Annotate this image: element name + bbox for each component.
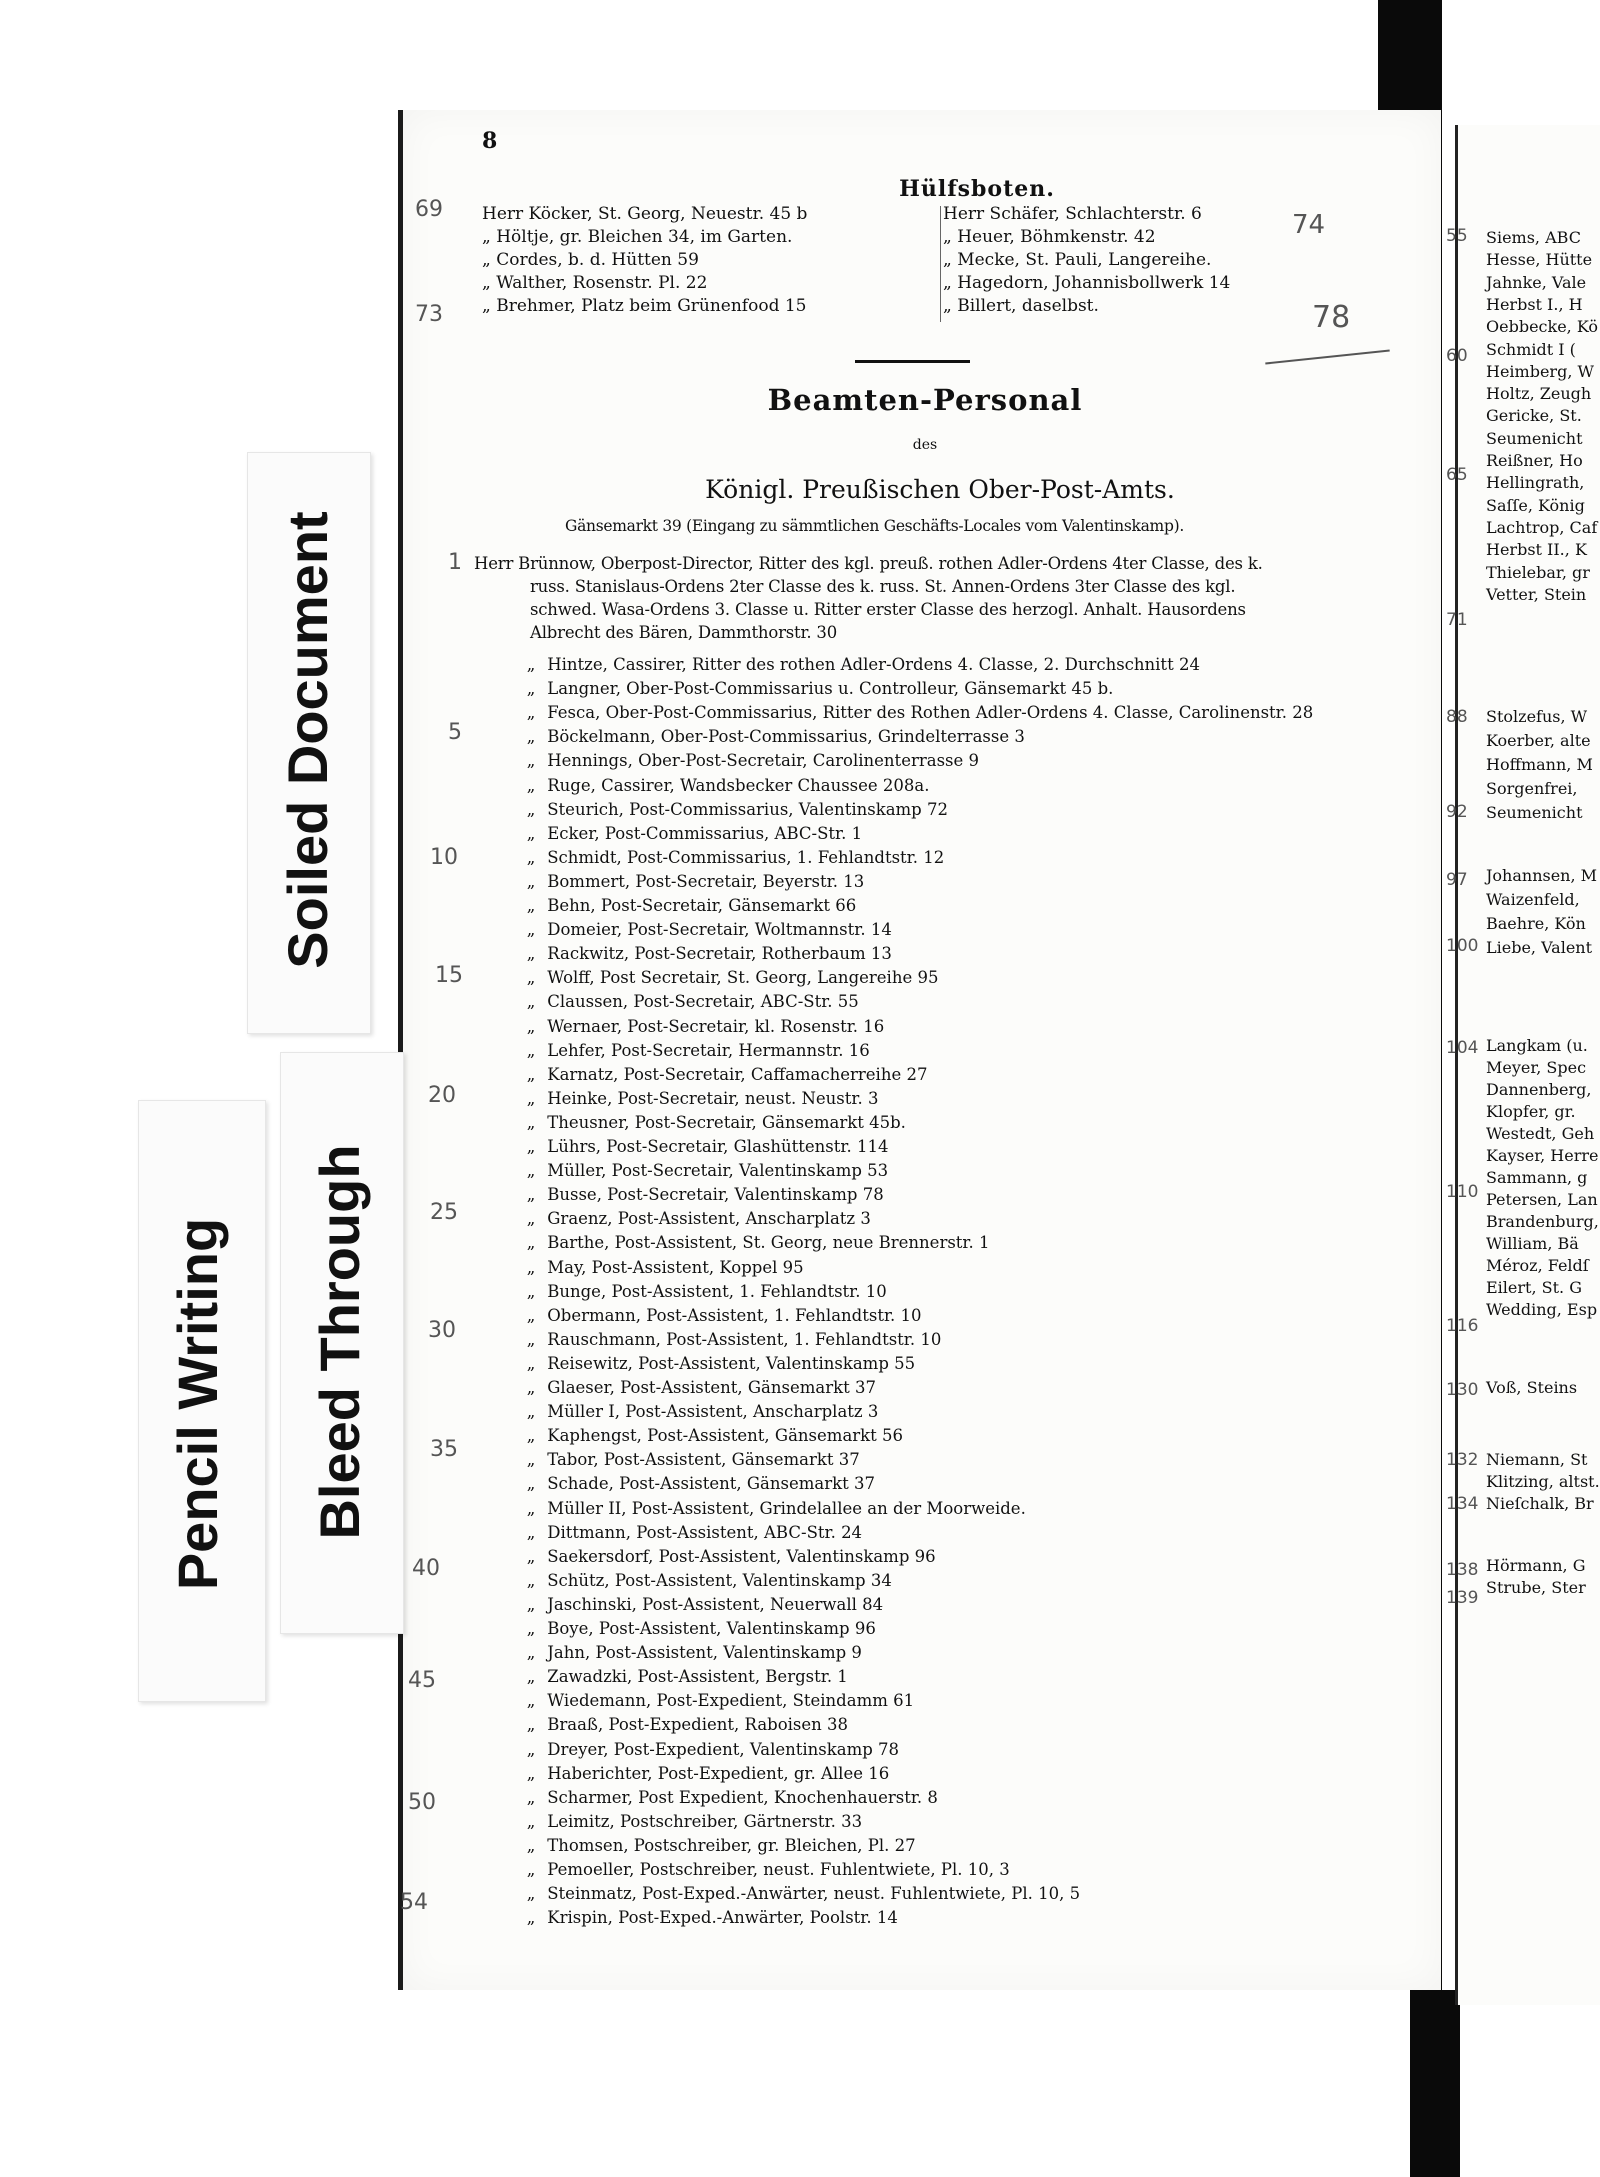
staff-entry — [520, 1739, 899, 1761]
right-page-line: Wedding, Esp — [1486, 1300, 1598, 1319]
staff-entry-text: Graenz, Post-Assistent, Anscharplatz 3 — [542, 1209, 871, 1229]
staff-entry-text: Fesca, Ober-Post-Commissarius, Ritter des Rothen Adler-Ordens 4. Classe, Carolinenstr. 28 — [542, 703, 1314, 723]
staff-entry-text: Theusner, Post-Secretair, Gänsemarkt 45b. — [542, 1112, 906, 1132]
right-page-line: Baehre, Kön — [1486, 914, 1586, 933]
right-page-line: Oebbecke, Kö — [1486, 317, 1598, 337]
right-page-line: Niemann, St — [1486, 1450, 1588, 1469]
ditto-mark: „ — [526, 944, 536, 964]
director-line: Herr Brünnow, Oberpost-Director, Ritter des kgl. preuß. rothen Adler-Ordens 4ter Classe, des k. — [474, 554, 1263, 573]
staff-entry — [520, 1281, 887, 1303]
right-page-line: Seumenicht — [1486, 803, 1583, 822]
staff-entry-text: Obermann, Post-Assistent, 1. Fehlandtstr. 10 — [542, 1305, 922, 1325]
helper-right-item: „ Heuer, Böhmkenstr. 42 — [943, 227, 1156, 247]
right-page-line: Koerber, alte — [1486, 731, 1591, 750]
ditto-mark: „ — [526, 1908, 536, 1928]
staff-entry — [520, 1907, 898, 1929]
ditto-mark: „ — [526, 1040, 536, 1060]
staff-entry — [520, 1618, 876, 1640]
staff-entry-text: Jahn, Post-Assistent, Valentinskamp 9 — [542, 1643, 862, 1663]
staff-entry-text: Haberichter, Post-Expedient, gr. Allee 16 — [542, 1763, 890, 1783]
staff-entry-text: Wolff, Post Secretair, St. Georg, Langereihe 95 — [542, 968, 939, 988]
staff-entry — [520, 1329, 941, 1351]
staff-entry — [520, 702, 1313, 724]
ditto-mark: „ — [526, 1619, 536, 1638]
staff-entry-text: Busse, Post-Secretair, Valentinskamp 78 — [542, 1185, 884, 1205]
staff-entry — [520, 967, 938, 989]
staff-entry-text: Behn, Post-Secretair, Gänsemarkt 66 — [542, 896, 857, 915]
ditto-mark: „ — [526, 1016, 536, 1036]
heading-address: Gänsemarkt 39 (Eingang zu sämmtlichen Geschäfts-Locales vom Valentinskamp). — [565, 517, 1184, 535]
helper-right-item: „ Mecke, St. Pauli, Langereihe. — [943, 250, 1212, 270]
heading-des: des — [912, 437, 938, 453]
pencil-number: 55 — [1446, 226, 1468, 246]
right-page-line: Stolzefus, W — [1486, 707, 1588, 726]
staff-entry — [520, 943, 892, 965]
staff-entry-text: Braaß, Post-Expedient, Raboisen 38 — [542, 1715, 849, 1735]
right-page-line: Schmidt I ( — [1486, 339, 1576, 359]
staff-entry — [520, 1257, 804, 1279]
staff-entry — [520, 1112, 906, 1134]
director-line: russ. Stanislaus-Ordens 2ter Classe des k. russ. St. Annen-Ordens 3ter Classe des kgl. — [530, 577, 1236, 596]
ditto-mark: „ — [526, 1185, 536, 1205]
staff-entry-text: Pemoeller, Postschreiber, neust. Fuhlentwiete, Pl. 10, 3 — [542, 1860, 1010, 1879]
right-page-line: Hellingrath, — [1486, 473, 1585, 493]
right-page-line: Liebe, Valent — [1486, 938, 1593, 957]
staff-entry — [520, 1305, 922, 1327]
ditto-mark: „ — [526, 1739, 536, 1759]
staff-entry-text: Müller I, Post-Assistent, Anscharplatz 3 — [542, 1402, 879, 1422]
staff-entry-text: Kaphengst, Post-Assistent, Gänsemarkt 56 — [542, 1426, 904, 1446]
staff-entry-text: Krispin, Post-Exped.-Anwärter, Poolstr. 14 — [542, 1908, 898, 1928]
ditto-mark: „ — [526, 1281, 536, 1301]
staff-entry-text: Karnatz, Post-Secretair, Caffamacherreihe 27 — [542, 1064, 928, 1084]
staff-entry-text: Domeier, Post-Secretair, Woltmannstr. 14 — [542, 920, 892, 940]
right-page-line: Herbst II., K — [1486, 540, 1587, 560]
ditto-mark: „ — [526, 1667, 536, 1687]
pencil-number: 92 — [1446, 802, 1468, 822]
right-page-line: Nieſchalk, Br — [1486, 1494, 1594, 1513]
staff-entry-text: Böckelmann, Ober-Post-Commissarius, Grindelterrasse 3 — [542, 727, 1025, 747]
ditto-mark: „ — [526, 1088, 536, 1108]
pencil-number: 60 — [1446, 346, 1468, 366]
ditto-mark: „ — [526, 1329, 536, 1349]
ditto-mark: „ — [526, 1643, 536, 1663]
staff-entry — [520, 1835, 916, 1857]
staff-entry — [520, 1498, 1026, 1520]
section-divider — [855, 360, 970, 363]
staff-entry — [520, 750, 979, 772]
ditto-mark: „ — [526, 871, 536, 891]
ditto-mark: „ — [526, 1498, 536, 1518]
staff-entry — [520, 1449, 860, 1471]
pencil-number: 130 — [1446, 1380, 1479, 1400]
staff-entry — [520, 1016, 884, 1038]
pencil-number: 88 — [1446, 707, 1468, 727]
pencil-number: 104 — [1446, 1038, 1479, 1058]
staff-entry — [520, 1570, 892, 1592]
pencil-number: 134 — [1446, 1494, 1479, 1514]
ditto-mark: „ — [526, 968, 536, 988]
ditto-mark: „ — [526, 1378, 536, 1397]
pencil-number: 45 — [408, 1668, 436, 1693]
soiled-document-label: Soiled Document — [276, 511, 339, 969]
pencil-number: 73 — [415, 302, 443, 327]
ditto-mark: „ — [526, 1233, 536, 1253]
staff-entry-text: Scharmer, Post Expedient, Knochenhauerstr. 8 — [542, 1787, 938, 1807]
staff-entry-text: Barthe, Post-Assistent, St. Georg, neue Brennerstr. 1 — [542, 1233, 990, 1253]
ditto-mark: „ — [526, 1570, 536, 1590]
right-page-line: Kayser, Herre — [1486, 1146, 1599, 1165]
staff-entry-text: May, Post-Assistent, Koppel 95 — [542, 1257, 804, 1277]
pencil-number: 10 — [430, 845, 458, 870]
staff-entry — [520, 654, 1200, 676]
pencil-number: 50 — [408, 1790, 436, 1815]
pencil-writing-label: Pencil Writing — [166, 1217, 229, 1591]
pencil-number: 74 — [1292, 210, 1326, 240]
ditto-mark: „ — [526, 1691, 536, 1711]
helper-right-item: „ Hagedorn, Johannisbollwerk 14 — [943, 273, 1231, 293]
ditto-mark: „ — [526, 896, 536, 915]
pencil-number: 20 — [428, 1083, 456, 1108]
pencil-number: 138 — [1446, 1560, 1479, 1580]
helper-left-item: „ Cordes, b. d. Hütten 59 — [482, 250, 699, 270]
right-page-line: Dannenberg, — [1486, 1080, 1592, 1099]
staff-entry-text: Müller, Post-Secretair, Valentinskamp 53 — [542, 1161, 889, 1181]
helper-right-item: Herr Schäfer, Schlachterstr. 6 — [943, 204, 1202, 224]
staff-entry-text: Glaeser, Post-Assistent, Gänsemarkt 37 — [542, 1378, 876, 1397]
staff-entry-text: Lehfer, Post-Secretair, Hermannstr. 16 — [542, 1040, 870, 1060]
staff-entry-text: Wiedemann, Post-Expedient, Steindamm 61 — [542, 1691, 915, 1711]
staff-entry — [520, 895, 856, 917]
staff-entry — [520, 1136, 888, 1158]
helper-left-item: „ Höltje, gr. Bleichen 34, im Garten. — [482, 227, 793, 247]
staff-entry-text: Rackwitz, Post-Secretair, Rotherbaum 13 — [542, 944, 892, 964]
heading-office: Königl. Preußischen Ober-Post-Amts. — [705, 475, 1175, 504]
pencil-number: 15 — [435, 963, 463, 988]
staff-entry — [520, 919, 892, 941]
staff-entry-text: Hennings, Ober-Post-Secretair, Carolinenterrasse 9 — [542, 751, 980, 771]
staff-entry — [520, 991, 859, 1013]
right-page-line: Jahnke, Vale — [1486, 272, 1587, 292]
ditto-mark: „ — [526, 1209, 536, 1229]
staff-entry-text: Schütz, Post-Assistent, Valentinskamp 34 — [542, 1570, 892, 1590]
right-page-line: Voß, Steins — [1486, 1378, 1578, 1397]
pencil-number: 40 — [412, 1556, 440, 1581]
ditto-mark: „ — [526, 775, 536, 795]
ditto-mark: „ — [526, 727, 536, 747]
helper-left-item: Herr Köcker, St. Georg, Neuestr. 45 b — [482, 204, 808, 224]
right-page-line: Seumenicht — [1486, 428, 1583, 448]
right-page-line: Holtz, Zeugh — [1486, 384, 1592, 404]
heading-main: Beamten-Personal — [767, 383, 1083, 417]
right-page-line: Sammann, g — [1486, 1168, 1588, 1187]
staff-entry — [520, 1787, 938, 1809]
staff-entry — [520, 1088, 878, 1110]
staff-entry — [520, 799, 948, 821]
staff-entry — [520, 1594, 883, 1616]
right-page-line: Hoffmann, M — [1486, 755, 1593, 774]
staff-entry-text: Hintze, Cassirer, Ritter des rothen Adler-Ordens 4. Classe, 2. Durchschnitt 24 — [542, 655, 1200, 674]
staff-entry-text: Ecker, Post-Commissarius, ABC-Str. 1 — [542, 823, 863, 843]
staff-entry-text: Lührs, Post-Secretair, Glashüttenstr. 114 — [542, 1137, 889, 1156]
staff-entry — [520, 1184, 884, 1206]
pencil-number: 139 — [1446, 1588, 1479, 1608]
staff-entry-text: Müller II, Post-Assistent, Grindelallee an der Moorweide. — [542, 1498, 1026, 1518]
staff-entry-text: Reisewitz, Post-Assistent, Valentinskamp 55 — [542, 1353, 916, 1373]
ditto-mark: „ — [526, 1257, 536, 1277]
staff-entry — [520, 1714, 848, 1736]
staff-entry-text: Jaschinski, Post-Assistent, Neuerwall 84 — [542, 1594, 884, 1614]
right-page-line: Vetter, Stein — [1486, 584, 1587, 604]
staff-entry — [520, 1690, 914, 1712]
pencil-number: 78 — [1312, 300, 1351, 335]
right-page-line: Herbst I., H — [1486, 294, 1583, 314]
staff-entry — [520, 1763, 889, 1785]
staff-entry-text: Bommert, Post-Secretair, Beyerstr. 13 — [542, 871, 865, 891]
staff-entry-text: Bunge, Post-Assistent, 1. Fehlandtstr. 10 — [542, 1281, 887, 1301]
staff-entry — [520, 1353, 915, 1375]
staff-entry — [520, 1425, 903, 1447]
section-title: Hülfsboten. — [899, 176, 1055, 202]
helper-right-item: „ Billert, daselbst. — [943, 296, 1099, 316]
staff-entry — [520, 871, 864, 893]
right-page-line: Saſſe, König — [1486, 495, 1585, 515]
staff-entry-text: Schmidt, Post-Commissarius, 1. Fehlandtstr. 12 — [542, 847, 945, 867]
right-page-line: Eilert, St. G — [1486, 1278, 1582, 1297]
staff-entry — [520, 775, 929, 797]
pencil-number: 69 — [415, 197, 443, 222]
right-page-line: Heimberg, W — [1486, 361, 1594, 381]
helper-left-item: „ Brehmer, Platz beim Grünenfood 15 — [482, 296, 807, 316]
staff-entry — [520, 1040, 870, 1062]
staff-entry-text: Dreyer, Post-Expedient, Valentinskamp 78 — [542, 1739, 900, 1759]
staff-entry — [520, 1546, 936, 1568]
director-line: schwed. Wasa-Ordens 3. Classe u. Ritter erster Classe des herzogl. Anhalt. Hausordens — [530, 600, 1246, 619]
ditto-mark: „ — [526, 1474, 536, 1494]
bleed-through-label: Bleed Through — [308, 1144, 371, 1540]
right-page-line: Brandenburg, — [1486, 1212, 1599, 1231]
staff-entry-text: Saekersdorf, Post-Assistent, Valentinskamp 96 — [542, 1546, 936, 1566]
staff-entry — [520, 1473, 875, 1495]
right-page-line: Klitzing, altst. — [1486, 1472, 1600, 1491]
ditto-mark: „ — [526, 703, 536, 723]
staff-entry — [520, 1401, 878, 1423]
staff-entry-text: Heinke, Post-Secretair, neust. Neustr. 3 — [542, 1088, 879, 1108]
staff-entry-text: Ruge, Cassirer, Wandsbecker Chaussee 208a. — [542, 775, 930, 795]
right-page-line: Strube, Ster — [1486, 1578, 1586, 1597]
pencil-number: 1 — [448, 550, 462, 575]
ditto-mark: „ — [526, 823, 536, 843]
right-page-line: Westedt, Geh — [1486, 1124, 1595, 1143]
ditto-mark: „ — [526, 847, 536, 867]
ditto-mark: „ — [526, 1884, 536, 1904]
staff-entry-text: Tabor, Post-Assistent, Gänsemarkt 37 — [542, 1450, 860, 1470]
ditto-mark: „ — [526, 1522, 536, 1542]
staff-entry — [520, 1160, 888, 1182]
pencil-number: 5 — [448, 720, 462, 745]
pencil-number: 100 — [1446, 936, 1479, 956]
staff-entry — [520, 1064, 927, 1086]
right-page-line: Gericke, St. — [1486, 406, 1582, 426]
ditto-mark: „ — [526, 1715, 536, 1735]
staff-entry-text: Steinmatz, Post-Exped.-Anwärter, neust. Fuhlentwiete, Pl. 10, 5 — [542, 1884, 1081, 1904]
ditto-mark: „ — [526, 1835, 536, 1855]
pencil-number: 25 — [430, 1200, 458, 1225]
ditto-mark: „ — [526, 920, 536, 940]
ditto-mark: „ — [526, 1426, 536, 1446]
staff-entry-text: Zawadzki, Post-Assistent, Bergstr. 1 — [542, 1667, 848, 1687]
ditto-mark: „ — [526, 1594, 536, 1614]
right-page-line: Lachtrop, Caf — [1486, 517, 1598, 537]
staff-entry — [520, 1883, 1080, 1905]
staff-entry — [520, 1522, 862, 1544]
helpers-separator — [940, 206, 941, 322]
right-page-line: Petersen, Lan — [1486, 1190, 1598, 1209]
staff-entry-text: Thomsen, Postschreiber, gr. Bleichen, Pl. 27 — [542, 1835, 916, 1855]
right-page-line: Meyer, Spec — [1486, 1058, 1587, 1077]
ditto-mark: „ — [526, 1305, 536, 1325]
right-page-line: Langkam (u. — [1486, 1036, 1588, 1055]
staff-entry-text: Rauschmann, Post-Assistent, 1. Fehlandtstr. 10 — [542, 1329, 942, 1349]
right-page-line: Hesse, Hütte — [1486, 250, 1593, 270]
right-page-line: William, Bä — [1486, 1234, 1579, 1253]
staff-entry — [520, 678, 1113, 700]
staff-entry — [520, 726, 1025, 748]
pencil-number: 132 — [1446, 1450, 1479, 1470]
ditto-mark: „ — [526, 992, 536, 1012]
staff-entry — [520, 823, 862, 845]
ditto-mark: „ — [526, 679, 536, 699]
staff-entry-text: Leimitz, Postschreiber, Gärtnerstr. 33 — [542, 1811, 863, 1831]
right-page-line: Méroz, Feldſ — [1486, 1256, 1589, 1275]
ditto-mark: „ — [526, 1064, 536, 1084]
right-page-line: Klopfer, gr. — [1486, 1102, 1576, 1121]
staff-entry — [520, 1811, 862, 1833]
pencil-number: 65 — [1446, 465, 1468, 485]
staff-entry — [520, 1377, 876, 1399]
right-page-line: Hörmann, G — [1486, 1556, 1586, 1575]
staff-entry-text: Schade, Post-Assistent, Gänsemarkt 37 — [542, 1474, 875, 1494]
ditto-mark: „ — [526, 1402, 536, 1422]
staff-entry — [520, 1642, 862, 1664]
right-page-line: Reißner, Ho — [1486, 451, 1583, 470]
right-page-line: Sorgenfrei, — [1486, 779, 1578, 798]
director-line: Albrecht des Bären, Dammthorstr. 30 — [530, 623, 838, 642]
right-page-line: Siems, ABC — [1486, 228, 1581, 247]
ditto-mark: „ — [526, 1811, 536, 1831]
ditto-mark: „ — [526, 751, 536, 771]
staff-entry-text: Boye, Post-Assistent, Valentinskamp 96 — [542, 1619, 876, 1638]
staff-entry-text: Wernaer, Post-Secretair, kl. Rosenstr. 16 — [542, 1016, 885, 1036]
pencil-number: 54 — [400, 1890, 428, 1915]
ditto-mark: „ — [526, 1763, 536, 1783]
staff-entry — [520, 847, 944, 869]
pencil-number: 30 — [428, 1318, 456, 1343]
page-number: 8 — [482, 128, 498, 154]
ditto-mark: „ — [526, 1450, 536, 1470]
pencil-number: 71 — [1446, 610, 1468, 630]
binding-bar-bottom — [1410, 1990, 1460, 2177]
ditto-mark: „ — [526, 1137, 536, 1156]
staff-entry — [520, 1208, 871, 1230]
pencil-number: 116 — [1446, 1316, 1479, 1336]
helper-left-item: „ Walther, Rosenstr. Pl. 22 — [482, 273, 708, 293]
ditto-mark: „ — [526, 799, 536, 819]
staff-entry — [520, 1859, 1010, 1881]
pencil-number: 110 — [1446, 1182, 1479, 1202]
pencil-number: 35 — [430, 1437, 458, 1462]
pencil-number: 97 — [1446, 870, 1468, 890]
right-page-line: Johannsen, M — [1486, 866, 1598, 885]
ditto-mark: „ — [526, 655, 536, 674]
ditto-mark: „ — [526, 1860, 536, 1879]
staff-entry-text: Steurich, Post-Commissarius, Valentinskamp 72 — [542, 799, 948, 819]
staff-entry — [520, 1666, 848, 1688]
ditto-mark: „ — [526, 1546, 536, 1566]
ditto-mark: „ — [526, 1161, 536, 1181]
staff-entry-text: Claussen, Post-Secretair, ABC-Str. 55 — [542, 992, 859, 1012]
staff-entry — [520, 1232, 990, 1254]
right-page-line: Waizenfeld, — [1486, 890, 1580, 909]
staff-entry-text: Dittmann, Post-Assistent, ABC-Str. 24 — [542, 1522, 863, 1542]
ditto-mark: „ — [526, 1112, 536, 1132]
right-page-line: Thielebar, gr — [1486, 562, 1590, 582]
staff-entry-text: Langner, Ober-Post-Commissarius u. Controlleur, Gänsemarkt 45 b. — [542, 679, 1114, 699]
ditto-mark: „ — [526, 1353, 536, 1373]
ditto-mark: „ — [526, 1787, 536, 1807]
